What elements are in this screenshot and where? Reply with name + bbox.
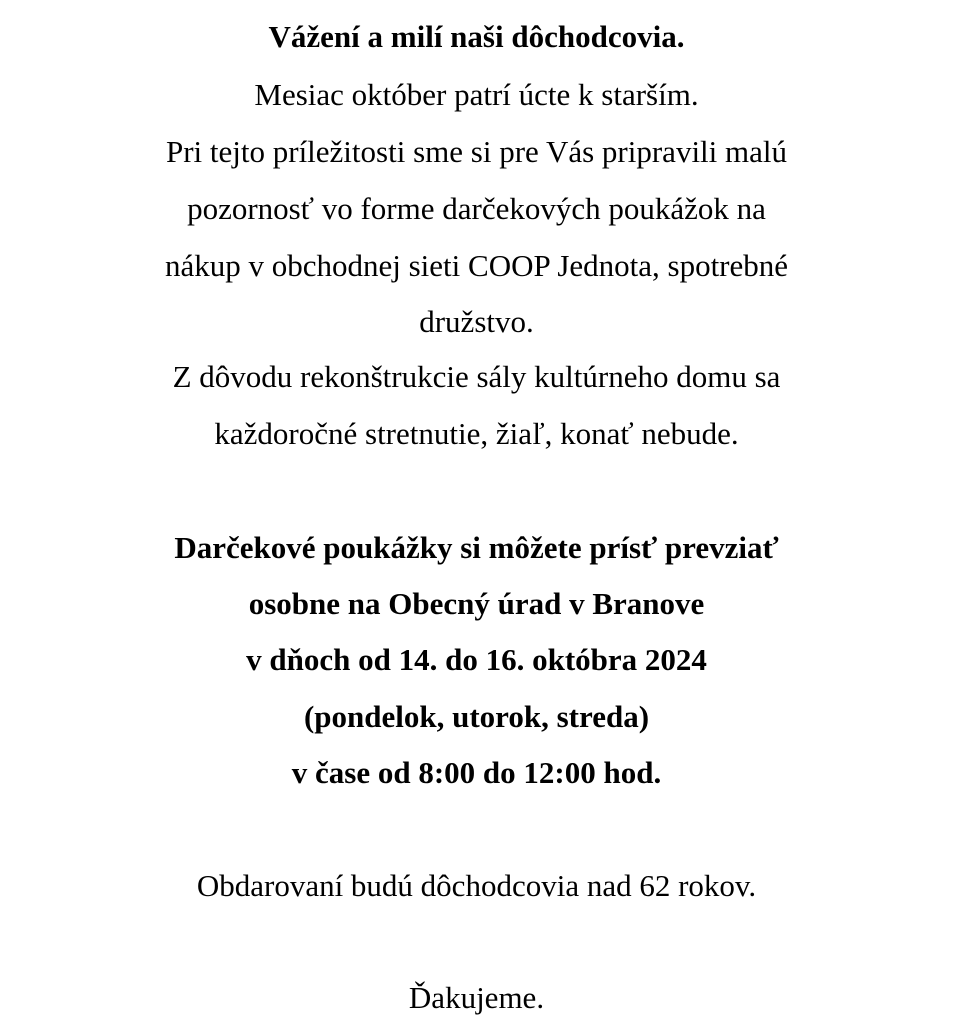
pickup-line: Darčekové poukážky si môžete prísť prevziať [174, 530, 779, 565]
greeting-heading: Vážení a milí naši dôchodcovia. [268, 19, 685, 54]
pickup-line: osobne na Obecný úrad v Branove [248, 586, 705, 621]
intro-line: každoročné stretnutie, žiaľ, konať nebude. [214, 416, 739, 451]
pickup-line: v dňoch od 14. do 16. októbra 2024 [246, 642, 707, 677]
intro-line: Pri tejto príležitosti sme si pre Vás pripravili malú [165, 134, 788, 169]
intro-line: Mesiac október patrí úcte k starším. [254, 77, 699, 112]
intro-line: pozornosť vo forme darčekových poukážok na [187, 191, 766, 226]
eligibility-note: Obdarovaní budú dôchodcovia nad 62 rokov. [196, 868, 757, 903]
intro-line: družstvo. [419, 304, 534, 339]
thanks-line: Ďakujeme. [408, 980, 545, 1015]
intro-line: nákup v obchodnej sieti COOP Jednota, spotrebné [164, 248, 789, 283]
pickup-line: v čase od 8:00 do 12:00 hod. [291, 755, 662, 790]
pickup-line: (pondelok, utorok, streda) [303, 699, 650, 734]
intro-line: Z dôvodu rekonštrukcie sály kultúrneho domu sa [172, 359, 781, 394]
